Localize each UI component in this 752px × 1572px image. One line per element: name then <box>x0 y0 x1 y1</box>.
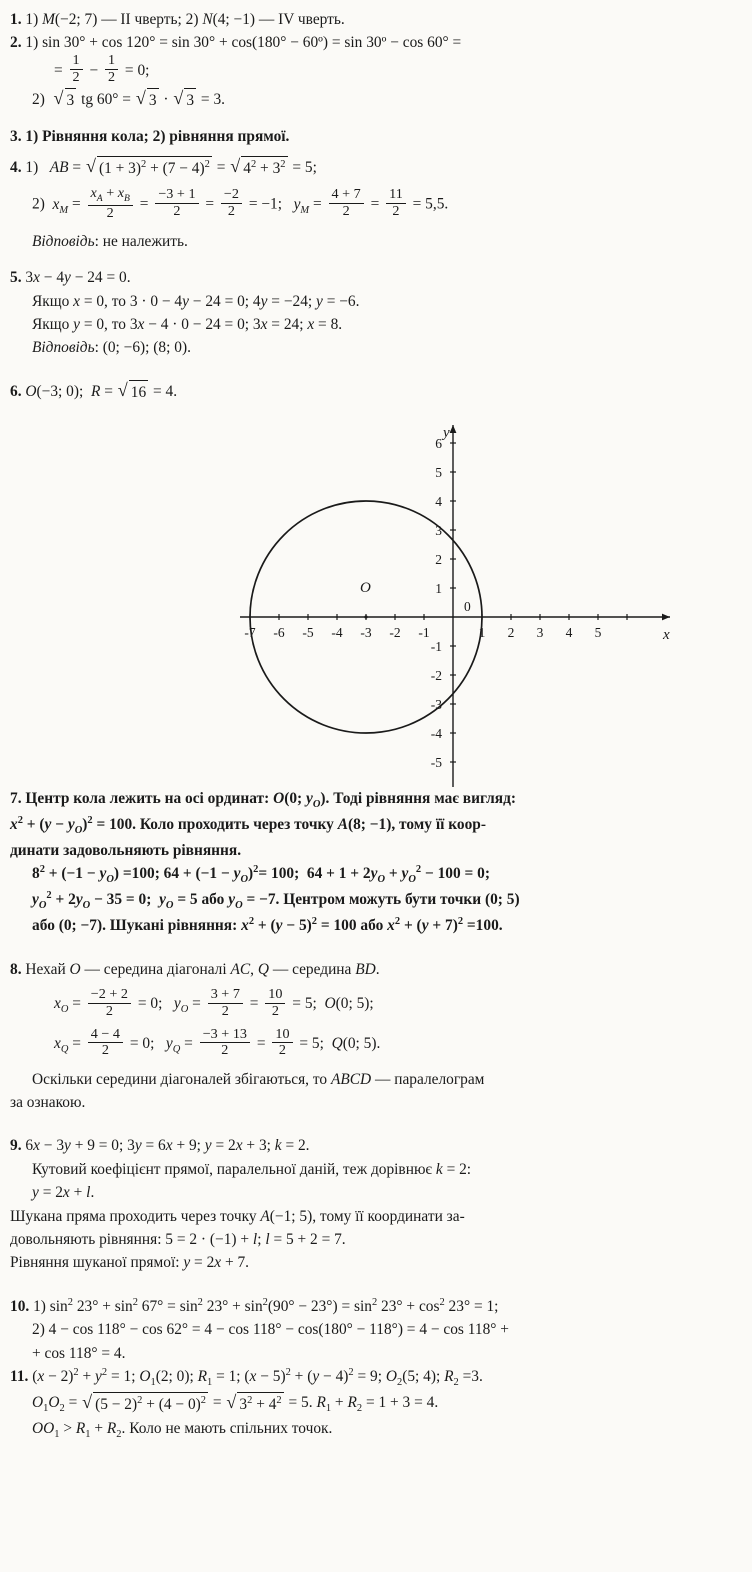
item-11-line-2: $O_1O_2$ = √ $(5 - 2)^2 + (4 - 0)^2$ = √ $3^2 + 4^2 = 5$. $R_1 + R_2 = 1 + 3 = 4$. <box>32 1391 439 1415</box>
svg-text:2: 2 <box>435 552 442 567</box>
item-number: 1. <box>10 11 22 28</box>
item-number: 2. <box>10 34 22 52</box>
item-number: 9. <box>10 1137 22 1155</box>
svg-text:-6: -6 <box>273 625 285 640</box>
svg-text:-5: -5 <box>302 625 314 640</box>
item-7-line-6: або (0; −7). Шукані рівняння: $x^2 + (y - 5)^2 = 100$ або $x^2 + (y + 7)^2 =100$. <box>32 916 503 935</box>
item-2-line-3: 2) √ 3 tg 60° = √ 3 · √ 3 = 3. <box>10 88 742 113</box>
y-axis-label: y <box>443 425 450 441</box>
item-number: 3. <box>10 128 22 146</box>
item-1: 1. 1) M(−2; 7) — II чверть; 2) N(4; −1) — IV чверть. <box>10 11 345 28</box>
svg-text:1: 1 <box>435 581 442 596</box>
item-number: 5. <box>10 269 22 287</box>
item-10-line-3: + cos 118° = 4. <box>32 1344 126 1362</box>
item-11: 11. $(x - 2)^2 + y^2 = 1$; $O_1(2$; 0); $R_1 = 1$; $(x - 5)^2 + (y - 4)^2 = 9$; $O_2(5$; 4); $R_2 =3$. <box>10 1367 483 1389</box>
x-axis-label: x <box>663 627 670 643</box>
item-10-line-2: 2) 4 − cos 118° − cos 62° = 4 − cos 118° − cos(180° − 118°) = 4 − cos 118° + <box>32 1321 509 1339</box>
svg-text:5: 5 <box>594 625 602 640</box>
item-2: 2. 1) sin 30° + cos 120° = sin 30° + cos(180° − 60º) = sin 30º − cos 60° = <box>10 34 462 52</box>
item-7-line-2: $x^2 + (y - y_O)^2 = 100$. Коло проходить через точку A(8; −1), тому її коор- <box>10 814 486 836</box>
item-7: 7. Центр кола лежить на осі ординат: O(0; $y_O$). Тоді рівняння має вигляд: <box>10 789 517 810</box>
item-9-line-5: довольняють рівняння: 5 = 2 · (−1) + l; l = 5 + 2 = 7. <box>10 1231 346 1249</box>
item-9-line-2: Кутовий коефіцієнт прямої, паралельної даній, теж дорівнює k = 2: <box>32 1160 472 1178</box>
item-11-line-3: $OO_1 > R_1 + R_2$. Коло не мають спільних точок. <box>32 1420 333 1441</box>
item-7-line-3: динати задовольняють рівняння. <box>10 841 242 859</box>
svg-text:-3: -3 <box>430 697 442 712</box>
item-8: 8. Нехай O — середина діагоналі AC, Q — середина BD. <box>10 960 380 978</box>
coordinate-plane-svg <box>232 415 678 795</box>
item-8-line-5: за ознакою. <box>10 1094 86 1112</box>
svg-text:4: 4 <box>435 494 442 509</box>
item-8-line-2: $x_O$ = $\frac{-2 + 2}{2}$ = 0; $y_O$ = $\frac{3 + 7}{2}$ = $\frac{10}{2}$ = 5; O(0; 5); <box>54 985 374 1019</box>
item-5-answer: Відповідь: (0; −6); (8; 0). <box>32 339 191 357</box>
item-4-answer: Відповідь: не належить. <box>32 232 188 250</box>
item-number: 7. <box>10 789 22 807</box>
y-tick-labels <box>431 436 443 770</box>
item-4-line-2: 2) $x_M$ = $\frac{x_A + x_B}{2}$ = $\frac{-3 + 1}{2}$ = $\frac{-2}{2}$ = −1; $y_M$ = $\frac{4 + 7}{2}$ = $\frac{11}{2}$ = 5,5. <box>32 184 449 221</box>
svg-text:3: 3 <box>536 625 544 640</box>
svg-text:6: 6 <box>435 436 442 451</box>
svg-text:5: 5 <box>435 465 442 480</box>
svg-text:-4: -4 <box>331 625 343 640</box>
item-5-line-3: Якщо y = 0, то 3x − 4 · 0 − 24 = 0; 3x = 24; x = 8. <box>32 316 343 334</box>
svg-text:-2: -2 <box>389 625 401 640</box>
svg-text:-1: -1 <box>418 625 430 640</box>
item-number: 4. <box>10 158 22 176</box>
item-8-line-3: $x_Q$ = $\frac{4 - 4}{2}$ = 0; $y_Q$ = $\frac{-3 + 13}{2}$ = $\frac{10}{2}$ = 5; Q(0; 5). <box>54 1025 381 1059</box>
item-number: 11. <box>10 1368 29 1386</box>
svg-text:4: 4 <box>565 625 573 640</box>
item-3: 3. 1) Рівняння кола; 2) рівняння прямої. <box>10 128 290 146</box>
item-9-line-4: Шукана пряма проходить через точку A(−1; 5), тому її координати за- <box>10 1207 465 1225</box>
svg-text:-3: -3 <box>360 625 372 640</box>
item-9-line-6: Рівняння шуканої прямої: y = 2x + 7. <box>10 1254 250 1272</box>
svg-text:-1: -1 <box>430 639 442 654</box>
svg-text:-7: -7 <box>244 625 256 640</box>
item-10: 10. 1) $\sin^2 23^\circ + \sin^2 67^\circ = \sin^2 23^\circ + \sin^2(90^\circ - 23^\circ) = \sin^2 23^\circ + \cos^2 23^\circ = 1$; <box>10 1296 499 1315</box>
item-5: 5. 3x − 4y − 24 = 0. <box>10 269 131 287</box>
item-6: 6. O(−3; 0); R = √ 16 = 4. <box>10 380 742 405</box>
item-7-line-4: $8^2 + (-1 - y_O) =100$; $64 + (-1 - y_O)^2= 100$; $64 + 1 + 2y_O + y_O^2 - 100 = 0$; <box>32 864 490 886</box>
coordinate-plane-figure <box>232 415 678 795</box>
item-5-line-2: Якщо x = 0, то 3 · 0 − 4y − 24 = 0; 4y = −24; y = −6. <box>32 292 360 310</box>
circle-center-dot <box>364 615 367 618</box>
item-4: 4. 1) AB = √ $(1 + 3)^2 + (7 - 4)^2$ = √ $4^2 + 3^2 = 5$; <box>10 156 742 181</box>
item-8-line-4: Оскільки середини діагоналей збігаються, то ABCD — паралелограм <box>32 1070 485 1088</box>
item-2-line-2: = $\frac{1}{2}$ − $\frac{1}{2}$ = 0; <box>54 52 150 86</box>
item-number: 10. <box>10 1298 30 1315</box>
origin-label: 0 <box>464 599 471 614</box>
x-tick-labels <box>244 625 601 640</box>
item-number: 8. <box>10 960 22 978</box>
item-9: 9. 6x − 3y + 9 = 0; 3y = 6x + 9; y = 2x + 3; k = 2. <box>10 1137 310 1155</box>
svg-text:-4: -4 <box>430 726 442 741</box>
svg-text:2: 2 <box>507 625 515 640</box>
svg-text:-2: -2 <box>430 668 442 683</box>
item-9-line-3: y = 2x + l. <box>32 1184 95 1202</box>
svg-text:3: 3 <box>435 523 442 538</box>
item-7-line-5: $y_O^2 + 2y_O - 35 = 0$; $y_O = 5$ або $y_O = -7$. Центром можуть бути точки (0; 5) <box>32 890 520 912</box>
svg-text:-5: -5 <box>430 755 442 770</box>
svg-text:1: 1 <box>478 625 486 640</box>
circle-center-label: O <box>360 580 371 596</box>
item-number: 6. <box>10 382 22 400</box>
